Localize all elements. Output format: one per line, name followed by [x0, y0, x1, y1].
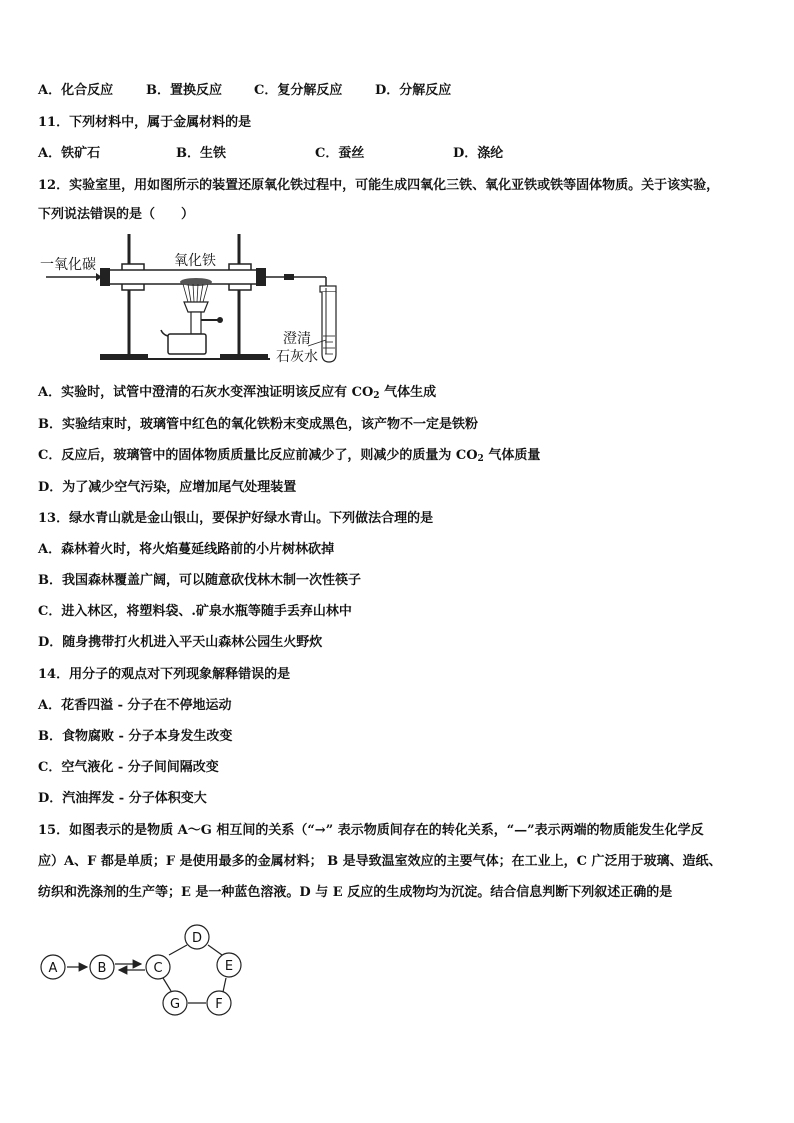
- label-iron-oxide: 氧化铁: [174, 253, 216, 269]
- q15-stem-line3: 纺织和洗涤剂的生产等；E 是一种蓝色溶液。D 与 E 反应的生成物均为沉淀。结合信息判断下列叙述正确的是: [38, 885, 673, 900]
- q14-option-b: B．食物腐败 - 分子本身发生改变: [38, 729, 233, 744]
- q12-stem-line2: 下列说法错误的是（ ）: [38, 207, 195, 222]
- q12-apparatus-diagram: [36, 228, 370, 372]
- q12-option-d: D．为了减少空气污染，应增加尾气处理装置: [38, 480, 297, 495]
- q11-option-d: D．涤纶: [453, 146, 504, 161]
- q11-option-c: C．蚕丝: [315, 146, 365, 161]
- svg-text:B: B: [97, 961, 107, 976]
- label-limewater-1: 澄清: [283, 331, 311, 347]
- node-d: [185, 925, 209, 949]
- burner-knob-icon: [217, 317, 223, 323]
- left-stand-base: [100, 354, 148, 358]
- q12-option-a: A．实验时，试管中澄清的石灰水变浑浊证明该反应有 $CO_2$ 气体生成: [38, 385, 437, 401]
- q13-stem: 13．绿水青山就是金山银山，要保护好绿水青山。下列做法合理的是: [38, 511, 434, 526]
- iron-oxide-powder: [180, 278, 212, 286]
- burner-base: [168, 334, 206, 354]
- svg-text:C: C: [153, 961, 163, 976]
- edge-c-g: [163, 978, 171, 991]
- svg-text:G: G: [169, 997, 181, 1012]
- q13-option-a: A．森林着火时，将火焰蔓延线路前的小片树林砍掉: [38, 542, 335, 557]
- svg-text:A: A: [48, 961, 58, 976]
- q15-stem-line2: 应）A、F 都是单质；F 是使用最多的金属材料； B 是导致温室效应的主要气体；在工业上，C 广泛用于玻璃、造纸、: [38, 854, 722, 869]
- edge-e-f: [223, 978, 226, 992]
- q12-stem-line1: 12．实验室里，用如图所示的装置还原氧化铁过程中，可能生成四氧化三铁、氧化亚铁或铁等固体物质。关于该实验，: [38, 178, 720, 193]
- edge-d-e: [208, 945, 222, 955]
- q14-option-c: C．空气液化 - 分子间间隔改变: [38, 760, 219, 775]
- node-e: [217, 953, 241, 977]
- test-tube: [322, 292, 336, 362]
- q13-option-c: C．进入林区，将塑料袋、.矿泉水瓶等随手丢弃山林中: [38, 604, 352, 619]
- right-stand-base: [220, 354, 268, 358]
- node-f: [207, 991, 231, 1015]
- q14-option-d: D．汽油挥发 - 分子体积变大: [38, 791, 207, 806]
- q15-relationship-diagram: [36, 920, 252, 1024]
- label-carbon-monoxide: 一氧化碳: [40, 257, 96, 273]
- q14-option-a: A．花香四溢 - 分子在不停地运动: [38, 698, 232, 713]
- q11-stem: 11．下列材料中，属于金属材料的是: [38, 115, 252, 130]
- q11-option-b: B．生铁: [176, 146, 226, 161]
- q12-option-c: C．反应后，玻璃管中的固体物质质量比反应前减少了，则减少的质量为 $CO_2$ 气体质量: [38, 448, 541, 464]
- svg-text:D: D: [191, 931, 203, 946]
- q15-stem-line1: 15．如图表示的是物质 A～G 相互间的关系（“→” 表示物质间存在的转化关系，“—”表示两端的物质能发生化学反: [38, 823, 704, 838]
- edge-c-d: [169, 945, 187, 955]
- q10-option-d: D．分解反应: [375, 83, 452, 98]
- q13-option-b: B．我国森林覆盖广阔，可以随意砍伐林木制一次性筷子: [38, 573, 361, 588]
- node-c: [146, 955, 170, 979]
- q11-option-a: A．铁矿石: [38, 146, 101, 161]
- burner-tube: [191, 312, 201, 334]
- q10-option-c: C．复分解反应: [254, 83, 343, 98]
- node-g: [163, 991, 187, 1015]
- label-limewater-2: 石灰水: [276, 349, 318, 365]
- node-b: [90, 955, 114, 979]
- q10-option-b: B．置换反应: [146, 83, 222, 98]
- node-a: [41, 955, 65, 979]
- q10-option-a: A．化合反应: [38, 83, 114, 98]
- svg-text:E: E: [224, 959, 234, 974]
- right-stopper: [256, 268, 266, 286]
- q12-option-b: B．实验结束时，玻璃管中红色的氧化铁粉末变成黑色，该产物不一定是铁粉: [38, 417, 478, 432]
- svg-text:F: F: [215, 997, 223, 1012]
- q13-option-d: D．随身携带打火机进入平天山森林公园生火野炊: [38, 635, 323, 650]
- q14-stem: 14．用分子的观点对下列现象解释错误的是: [38, 667, 291, 682]
